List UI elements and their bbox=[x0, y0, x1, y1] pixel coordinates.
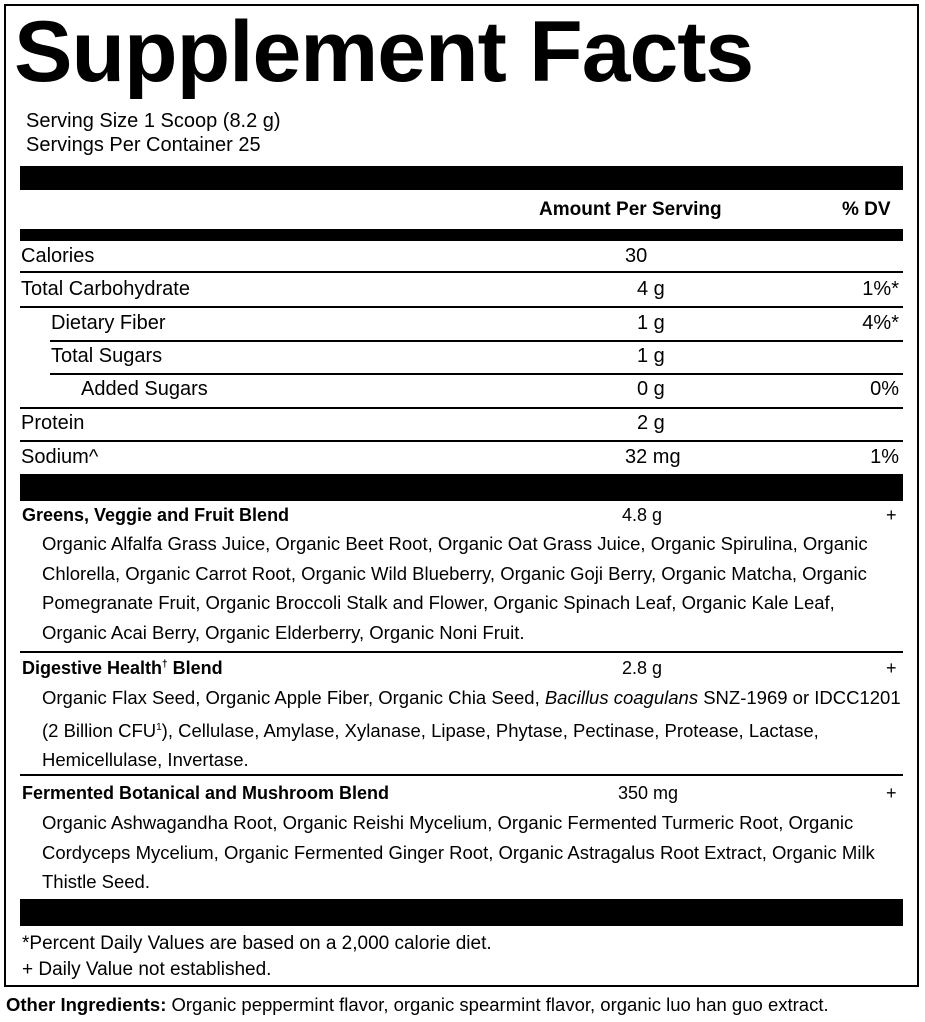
nutrient-name: Protein bbox=[21, 412, 85, 434]
amount-per-serving-header: Amount Per Serving bbox=[539, 199, 722, 220]
dv-header: % DV bbox=[842, 199, 891, 220]
nutrient-dv: 0% bbox=[870, 378, 899, 400]
nutrient-name: Total Carbohydrate bbox=[21, 278, 190, 300]
nutrient-amount: 0 g bbox=[637, 378, 665, 400]
blend-amount: 2.8 g bbox=[622, 658, 663, 678]
nutrient-name: Calories bbox=[21, 245, 95, 267]
nutrient-amount: 30 bbox=[625, 245, 648, 267]
blend-dv: + bbox=[886, 505, 897, 525]
nutrient-name: Sodium^ bbox=[21, 446, 99, 468]
nutrient-dv: 1% bbox=[870, 446, 899, 468]
blend-ingredients: Organic Flax Seed, Organic Apple Fiber, Organic Chia Seed, Bacillus coagulans SNZ-1969 or IDCC1201 (2 Billion CFU$^1$), Cellulase, Amylase, Xylanase, Lipase, Phytase, Pectinase, Protease, Lactase, Hemicellulase, Invertase. bbox=[42, 687, 901, 771]
nutrient-amount: 4 g bbox=[637, 278, 665, 300]
other-ingredients: Other Ingredients: Organic peppermint flavor, organic spearmint flavor, organic luo han guo extract. bbox=[6, 994, 829, 1015]
blend-ingredients: Organic Alfalfa Grass Juice, Organic Beet Root, Organic Oat Grass Juice, Organic Spirulina, Organic Chlorella, Organic Carrot Root, Organic Wild Blueberry, Organic Goji Berry, Organic Matcha, Organic Pomegranate Fruit, Organic Broccoli Stalk and Flower, Organic Spinach Leaf, Organic Kale Leaf, Organic Acai Berry, Organic Elderberry, Organic Noni Fruit. bbox=[42, 533, 868, 643]
blend-amount: 350 mg bbox=[618, 783, 679, 803]
nutrient-name: Total Sugars bbox=[51, 345, 163, 367]
nutrient-name: Added Sugars bbox=[81, 378, 208, 400]
page-title: Supplement Facts bbox=[14, 4, 754, 100]
blend-name-greens: Greens, Veggie and Fruit Blend bbox=[22, 505, 290, 525]
nutrient-row-total-sugars bbox=[20, 340, 903, 373]
footnote-plus: + Daily Value not established. bbox=[22, 959, 272, 980]
divider-bar bbox=[20, 166, 903, 190]
nutrient-dv: 4%* bbox=[862, 312, 899, 334]
blend-name-digestive: Digestive Health† Blend bbox=[22, 658, 223, 678]
nutrient-dv: 1%* bbox=[862, 278, 899, 300]
nutrient-amount: 1 g bbox=[637, 345, 665, 367]
blend-amount: 4.8 g bbox=[622, 505, 663, 525]
divider-bar bbox=[20, 474, 903, 501]
nutrient-name: Dietary Fiber bbox=[51, 312, 166, 334]
row-divider bbox=[20, 651, 903, 653]
blend-dv: + bbox=[886, 783, 897, 803]
serving-size: Serving Size 1 Scoop (8.2 g) bbox=[26, 110, 281, 132]
nutrient-row-protein bbox=[20, 407, 903, 440]
nutrient-amount: 32 mg bbox=[625, 446, 681, 468]
nutrient-amount: 2 g bbox=[637, 412, 665, 434]
serving-info bbox=[26, 109, 281, 157]
nutrient-row-dietary-fiber bbox=[20, 307, 903, 340]
row-divider bbox=[20, 774, 903, 776]
nutrient-amount: 1 g bbox=[637, 312, 665, 334]
blend-name-fermented: Fermented Botanical and Mushroom Blend bbox=[22, 783, 390, 803]
nutrient-row-added-sugars bbox=[20, 373, 903, 406]
footnote-dv: *Percent Daily Values are based on a 2,000 calorie diet. bbox=[22, 933, 492, 954]
blend-ingredients: Organic Ashwagandha Root, Organic Reishi Mycelium, Organic Fermented Turmeric Root, Organic Cordyceps Mycelium, Organic Fermented Ginger Root, Organic Astragalus Root Extract, Organic Milk Thistle Seed. bbox=[42, 812, 875, 892]
nutrient-row-calories bbox=[20, 240, 903, 273]
servings-per-container: Servings Per Container 25 bbox=[26, 134, 261, 156]
blend-dv: + bbox=[886, 658, 897, 678]
nutrient-row-sodium bbox=[20, 441, 903, 474]
nutrient-row-total-carbohydrate bbox=[20, 273, 903, 306]
divider-bar bbox=[20, 899, 903, 926]
